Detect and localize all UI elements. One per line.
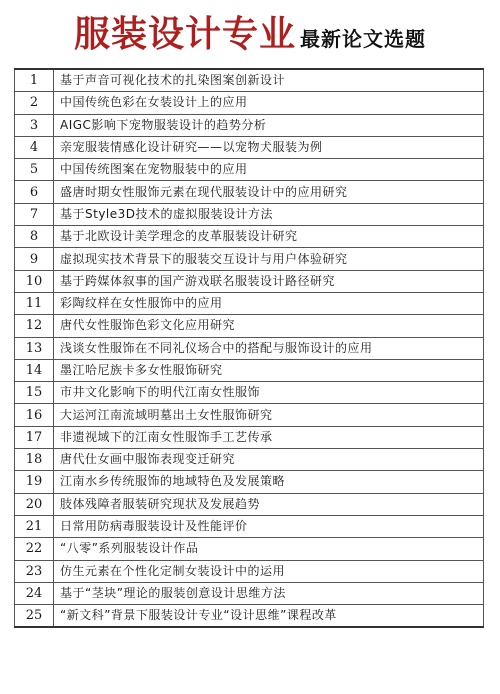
row-number: 23	[15, 560, 54, 582]
topic-title: 肢体残障者服装研究现状及发展趋势	[54, 493, 484, 515]
topic-title: 中国传统色彩在女装设计上的应用	[54, 92, 484, 114]
table-row	[15, 582, 484, 604]
topic-title: 亲宠服装情感化设计研究——以宠物犬服装为例	[54, 136, 484, 158]
topic-title: 基于北欧设计美学理念的皮革服装设计研究	[54, 226, 484, 248]
table-row	[15, 270, 484, 292]
topic-title: 浅谈女性服饰在不同礼仪场合中的搭配与服饰设计的应用	[54, 337, 484, 359]
table-row	[15, 359, 484, 381]
table-row	[15, 471, 484, 493]
topic-title: 中国传统图案在宠物服装中的应用	[54, 159, 484, 181]
table-row	[15, 404, 484, 426]
topic-title: 基于声音可视化技术的扎染图案创新设计	[54, 69, 484, 92]
topic-title: 唐代仕女画中服饰表现变迁研究	[54, 449, 484, 471]
row-number: 15	[15, 382, 54, 404]
topic-title: 市井文化影响下的明代江南女性服饰	[54, 382, 484, 404]
row-number: 17	[15, 426, 54, 448]
table-row	[15, 315, 484, 337]
row-number: 24	[15, 582, 54, 604]
topic-table	[14, 68, 484, 628]
table-row	[15, 426, 484, 448]
topic-title: 仿生元素在个性化定制女装设计中的运用	[54, 560, 484, 582]
row-number: 8	[15, 226, 54, 248]
row-number: 6	[15, 181, 54, 203]
topic-title: 唐代女性服饰色彩文化应用研究	[54, 315, 484, 337]
table-row	[15, 92, 484, 114]
table-row	[15, 560, 484, 582]
topic-title: 墨江哈尼族卡多女性服饰研究	[54, 359, 484, 381]
table-row	[15, 181, 484, 203]
row-number: 11	[15, 292, 54, 314]
row-number: 18	[15, 449, 54, 471]
table-row	[15, 449, 484, 471]
page-subtitle: 最新论文选题	[300, 27, 426, 51]
row-number: 12	[15, 315, 54, 337]
page-title: 服装设计专业	[73, 13, 296, 55]
topic-title: 江南水乡传统服饰的地域特色及发展策略	[54, 471, 484, 493]
topic-title: “新文科”背景下服装设计专业“设计思维”课程改革	[54, 605, 484, 628]
table-row	[15, 515, 484, 537]
row-number: 3	[15, 114, 54, 136]
topic-title: 基于Style3D技术的虚拟服装设计方法	[54, 203, 484, 225]
row-number: 25	[15, 605, 54, 628]
table-row	[15, 248, 484, 270]
row-number: 2	[15, 92, 54, 114]
topic-title: “八零”系列服装设计作品	[54, 538, 484, 560]
table-row	[15, 538, 484, 560]
row-number: 7	[15, 203, 54, 225]
table-row	[15, 226, 484, 248]
row-number: 9	[15, 248, 54, 270]
row-number: 21	[15, 515, 54, 537]
table-row	[15, 605, 484, 628]
row-number: 14	[15, 359, 54, 381]
row-number: 22	[15, 538, 54, 560]
table-row	[15, 203, 484, 225]
table-row	[15, 493, 484, 515]
page-header	[0, 0, 500, 66]
table-row	[15, 292, 484, 314]
table-row	[15, 337, 484, 359]
topic-title: 大运河江南流域明墓出土女性服饰研究	[54, 404, 484, 426]
topic-title: 彩陶纹样在女性服饰中的应用	[54, 292, 484, 314]
table-row	[15, 136, 484, 158]
topic-title: AIGC影响下宠物服装设计的趋势分析	[54, 114, 484, 136]
row-number: 5	[15, 159, 54, 181]
topic-title: 日常用防病毒服装设计及性能评价	[54, 515, 484, 537]
row-number: 16	[15, 404, 54, 426]
row-number: 13	[15, 337, 54, 359]
topic-title: 非遗视域下的江南女性服饰手工艺传承	[54, 426, 484, 448]
row-number: 4	[15, 136, 54, 158]
topic-title: 盛唐时期女性服饰元素在现代服装设计中的应用研究	[54, 181, 484, 203]
table-row	[15, 114, 484, 136]
topic-title: 基于“茎块”理论的服装创意设计思维方法	[54, 582, 484, 604]
topic-title: 虚拟现实技术背景下的服装交互设计与用户体验研究	[54, 248, 484, 270]
table-row	[15, 159, 484, 181]
row-number: 10	[15, 270, 54, 292]
row-number: 1	[15, 69, 54, 92]
table-row	[15, 69, 484, 92]
row-number: 19	[15, 471, 54, 493]
table-row	[15, 382, 484, 404]
row-number: 20	[15, 493, 54, 515]
topic-title: 基于跨媒体叙事的国产游戏联名服装设计路径研究	[54, 270, 484, 292]
